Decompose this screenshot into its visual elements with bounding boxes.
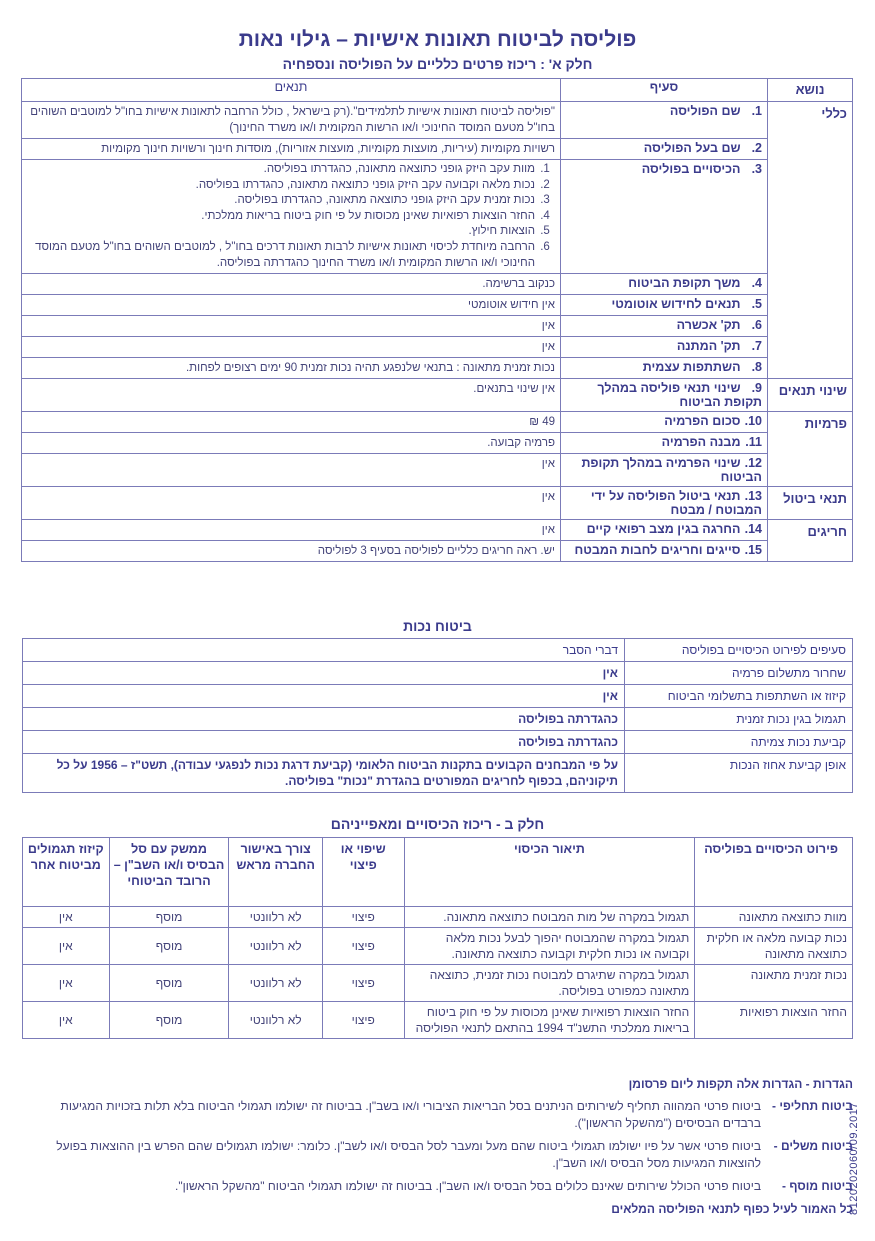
coverage-item: 6. הרחבה מיוחדת לכיסוי תאונות אישיות לרבות תאונות דרכים בחו"ל , למוטבים השוהים בחו"ל מטעם המוסד החינוכי ו/או הרשות המקומית ו/או משרד החינוך כהגדרתה בפוליסה. (27, 240, 537, 271)
terms-cell: רשויות מקומיות (עיריות, מועצות מקומיות, מועצות אזוריות), מוסדות חינוך ורשויות חינוך מקומיות (22, 139, 561, 160)
indemnity-cell: פיצוי (322, 1002, 404, 1039)
definition-desc: ביטוח פרטי המהווה תחליף לשירותים הניתנים בסל הבריאות הציבורי ו/או בשב"ן. בביטוח זה ישולמו תגמולי הביטוח בלא תלות בזכויות המגיעות ברבדים הבסיסים ("מהשקל הראשון"). (60, 1099, 761, 1130)
table-row (23, 639, 853, 662)
disability-label: קיזוז או השתתפות בתשלומי הביטוח (625, 685, 853, 708)
clause-number: 5. (751, 297, 762, 312)
indemnity-cell: פיצוי (322, 965, 404, 1002)
clause-cell (561, 102, 768, 139)
clause-number: 12. (744, 456, 762, 471)
approval-cell: לא רלוונטי (229, 928, 323, 965)
coverage-cell: נכות זמנית מתאונה (695, 965, 853, 1002)
definition-term: ביטוח תחליפי - (772, 1099, 853, 1113)
approval-cell: לא רלוונטי (229, 907, 323, 928)
topic-cell: שינוי תנאים (768, 379, 853, 412)
definition-term: ביטוח משלים - (773, 1139, 853, 1153)
table-row (22, 160, 853, 274)
disability-header-value: דברי הסבר (23, 639, 625, 662)
column-header-topic: נושא (768, 79, 853, 102)
table-row (22, 433, 853, 454)
terms-cell: אין חידוש אוטומטי (22, 295, 561, 316)
clause-cell (561, 274, 768, 295)
approval-cell: לא רלוונטי (229, 1002, 323, 1039)
clause-number: 9. (751, 381, 762, 396)
terms-cell: "פוליסה לביטוח תאונות אישיות לתלמידים".(רק בישראל , כולל הרחבה לתאונות אישיות בחו"ל למוטבים השוהים בחו"ל מטעם המוסד החינוכי ו/או הרשות המקומית ו/או משרד החינוך) (22, 102, 561, 139)
clause-label: תק' אכשרה (676, 318, 741, 333)
table-row (23, 708, 853, 731)
column-header: ממשק עם סל הבסיס ו/או השב"ן – הרובד הביטוחי (109, 838, 229, 907)
part-a-heading: חלק א' : ריכוז פרטים כלליים על הפוליסה ונספחיה (282, 56, 593, 72)
clause-cell (561, 541, 768, 562)
clause-cell (561, 520, 768, 541)
disability-label: קביעת נכות צמיתה (625, 731, 853, 754)
clause-number: 6. (751, 318, 762, 333)
clause-number: 1. (751, 104, 762, 118)
description-cell: החזר הוצאות רפואיות שאינן מכוסות על פי חוק ביטוח בריאות ממלכתי התשנ"ד 1994 בהתאם לתנאי הפוליסה (404, 1002, 695, 1039)
table-row (23, 754, 853, 793)
coverage-item: 3. נכות זמנית עקב היזק גופני כתוצאה מתאונה, כהגדרתו בפוליסה. (27, 193, 537, 209)
terms-cell: 49 ₪ (22, 412, 561, 433)
disability-value: אין (23, 662, 625, 685)
clause-cell (561, 337, 768, 358)
table-row (22, 316, 853, 337)
disability-value: כהגדרתה בפוליסה (23, 708, 625, 731)
terms-cell: אין (22, 316, 561, 337)
clause-number: 2. (751, 141, 762, 155)
clause-cell (561, 295, 768, 316)
clause-label: שם הפוליסה (669, 104, 741, 118)
table-row (22, 541, 853, 562)
definitions-section (33, 1076, 853, 1218)
clause-cell (561, 160, 768, 274)
table-row (23, 1002, 853, 1039)
clause-label: סייגים וחריגים לחבות המבטח (574, 543, 741, 558)
clause-label: החרגה בגין מצב רפואי קיים (586, 522, 741, 537)
clause-cell (561, 316, 768, 337)
description-cell: תגמול במקרה שהמבוטח יהפוך לבעל נכות מלאה וקבועה או נכות חלקית וקבועה כתוצאה מתאונה. (404, 928, 695, 965)
definition-item (33, 1138, 853, 1172)
description-cell: תגמול במקרה של מות המבוטח כתוצאה מתאונה. (404, 907, 695, 928)
indemnity-cell: פיצוי (322, 907, 404, 928)
clause-label: הכיסויים בפוליסה (641, 162, 741, 176)
clause-number: 13. (744, 489, 762, 504)
definitions-footer: כל האמור לעיל כפוף לתנאי הפוליסה המלאים (611, 1202, 853, 1216)
terms-cell: אין (22, 520, 561, 541)
clause-label: תק' המתנה (676, 339, 741, 354)
table-row (22, 454, 853, 487)
table-row (23, 662, 853, 685)
terms-cell: אין (22, 487, 561, 520)
terms-cell: אין (22, 337, 561, 358)
clause-label: שינוי תנאי פוליסה במהלך תקופת הביטוח (597, 381, 762, 410)
part-b-table (22, 837, 853, 1039)
terms-cell: נכות זמנית מתאונה : בתנאי שלנפגע תהיה נכות זמנית 90 ימים רצופים לפחות. (22, 358, 561, 379)
clause-cell (561, 433, 768, 454)
disability-value: אין (23, 685, 625, 708)
interface-cell: מוסף (109, 1002, 229, 1039)
table-row (23, 907, 853, 928)
terms-cell: כנקוב ברשימה. (22, 274, 561, 295)
clause-label: מבנה הפרמיה (661, 435, 741, 450)
clause-label: סכום הפרמיה (664, 414, 741, 429)
indemnity-cell: פיצוי (322, 928, 404, 965)
table-row (22, 487, 853, 520)
definition-item (33, 1098, 853, 1132)
coverage-cell: החזר הוצאות רפואיות (695, 1002, 853, 1039)
clause-cell (561, 139, 768, 160)
clause-number: 14. (744, 522, 762, 537)
interface-cell: מוסף (109, 928, 229, 965)
clause-number: 3. (751, 162, 762, 176)
definition-term: ביטוח מוסף - (782, 1179, 853, 1193)
clause-number: 11. (745, 435, 762, 450)
column-header-terms: תנאים (22, 79, 561, 102)
interface-cell: מוסף (109, 965, 229, 1002)
definitions-heading: הגדרות - הגדרות אלה תקפות ליום פרסומן (628, 1077, 853, 1091)
table-row (22, 274, 853, 295)
topic-cell: חריגים (768, 520, 853, 562)
topic-cell: כללי (768, 102, 853, 379)
approval-cell: לא רלוונטי (229, 965, 323, 1002)
disability-header-label: סעיפים לפירוט הכיסויים בפוליסה (625, 639, 853, 662)
topic-cell: תנאי ביטול (768, 487, 853, 520)
coverage-cell: מוות כתוצאה מתאונה (695, 907, 853, 928)
interface-cell: מוסף (109, 907, 229, 928)
terms-cell: יש. ראה חריגים כלליים לפוליסה בסעיף 3 לפוליסה (22, 541, 561, 562)
offset-cell: אין (23, 965, 110, 1002)
clause-number: 10. (744, 414, 762, 429)
clause-label: שינוי הפרמיה במהלך תקופת הביטוח (581, 456, 762, 485)
terms-cell: פרמיה קבועה. (22, 433, 561, 454)
disability-value: על פי המבחנים הקבועים בתקנות הביטוח הלאומי (קביעת דרגת נכות לנפגעי עבודה), תשט"ז – 1956 על כל תיקוניהם, בכפוף לחריגים המפורטים בהגדרת "נכות" בפוליסה. (23, 754, 625, 793)
clause-label: משך תקופת הביטוח (628, 276, 741, 291)
offset-cell: אין (23, 907, 110, 928)
table-row (22, 139, 853, 160)
disability-label: שחרור מתשלום פרמיה (625, 662, 853, 685)
offset-cell: אין (23, 1002, 110, 1039)
coverage-item: 5. הוצאות חילוץ. (27, 224, 537, 240)
table-row (22, 520, 853, 541)
coverage-item: 2. נכות מלאה וקבועה עקב היזק גופני כתוצאה מתאונה, כהגדרתו בפוליסה. (27, 178, 537, 194)
coverage-item: 1. מוות עקב היזק גופני כתוצאה מתאונה, כהגדרתו בפוליסה. (27, 162, 537, 178)
disability-table (22, 638, 853, 793)
column-header-clause: סעיף (561, 79, 768, 102)
clause-number: 15. (744, 543, 762, 558)
table-row (22, 358, 853, 379)
table-row (22, 412, 853, 433)
description-cell: תגמול במקרה שתיגרם למבוטח נכות זמנית, כתוצאה מתאונה כמפורט בפוליסה. (404, 965, 695, 1002)
terms-cell: אין (22, 454, 561, 487)
clause-label: תנאי ביטול הפוליסה על ידי המבוטח / מבטח (590, 489, 762, 518)
form-code: 8120202060/09.2017 (848, 1102, 860, 1215)
table-row (22, 102, 853, 139)
clause-label: שם בעל הפוליסה (643, 141, 741, 155)
clause-number: 8. (751, 360, 762, 375)
clause-number: 4. (751, 276, 762, 291)
clause-number: 7. (751, 339, 762, 354)
table-row (22, 337, 853, 358)
coverage-item: 4. החזר הוצאות רפואיות שאינן מכוסות על פי חוק ביטוח בריאות ממלכתי. (27, 209, 537, 225)
disability-heading: ביטוח נכות (403, 618, 472, 634)
disability-value: כהגדרתה בפוליסה (23, 731, 625, 754)
clause-cell (561, 358, 768, 379)
column-header: פירוט הכיסויים בפוליסה (695, 838, 853, 907)
clause-label: תנאים לחידוש אוטומטי (611, 297, 741, 312)
part-b-heading: חלק ב - ריכוז הכיסויים ומאפייניהם (330, 816, 545, 832)
column-header: שיפוי או פיצוי (322, 838, 404, 907)
disability-label: תגמול בגין נכות זמנית (625, 708, 853, 731)
topic-cell: פרמיות (768, 412, 853, 487)
definition-desc: ביטוח פרטי הכולל שירותים שאינם כלולים בסל הבסיס ו/או השב"ן. בביטוח זה ישולמו תגמולי הביטוח "מהשקל הראשון". (175, 1179, 761, 1193)
table-row (22, 379, 853, 412)
table-row (23, 731, 853, 754)
clause-cell (561, 487, 768, 520)
table-row (23, 685, 853, 708)
column-header: קיזוז תגמולים מביטוח אחר (23, 838, 110, 907)
coverage-list (27, 162, 555, 271)
table-row (22, 295, 853, 316)
table-row (23, 965, 853, 1002)
clause-label: השתתפות עצמית (642, 360, 741, 375)
clause-cell (561, 454, 768, 487)
definition-desc: ביטוח פרטי אשר על פיו ישולמו תגמולי ביטוח שהם מעל ומעבר לסל הבסיס ו/או לשב"ן. כלומר: ישולמו תגמולים שהם הפרש בין ההוצאות בפועל להוצאות המגיעות מסל הבסיס ו/או השב"ן. (56, 1139, 761, 1170)
table-row (23, 928, 853, 965)
column-header: תיאור הכיסוי (404, 838, 695, 907)
terms-cell (22, 160, 561, 274)
clause-cell (561, 379, 768, 412)
disability-label: אופן קביעת אחוז הנכות (625, 754, 853, 793)
part-a-table (21, 78, 853, 562)
clause-cell (561, 412, 768, 433)
terms-cell: אין שינוי בתנאים. (22, 379, 561, 412)
column-header: צורך באישור החברה מראש (229, 838, 323, 907)
coverage-cell: נכות קבועה מלאה או חלקית כתוצאה מתאונה (695, 928, 853, 965)
page-title: פוליסה לביטוח תאונות אישיות – גילוי נאות (238, 28, 637, 51)
offset-cell: אין (23, 928, 110, 965)
definition-item (33, 1178, 853, 1195)
